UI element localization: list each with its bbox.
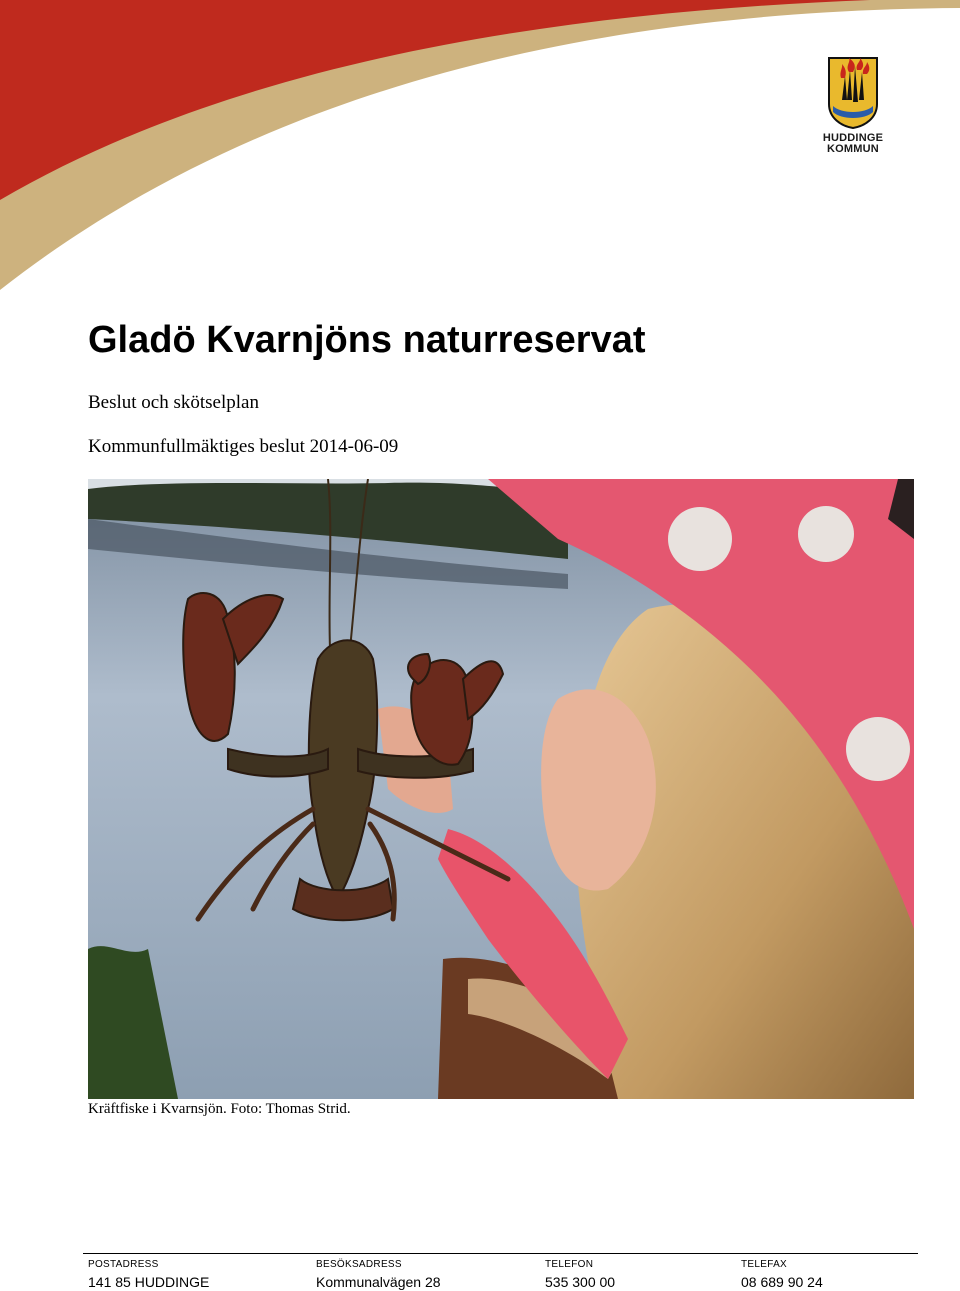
footer-visiting-address [316,1259,441,1291]
cover-photo-illustration [88,479,914,1099]
footer-value-postadress: 141 85 HUDDINGE [88,1274,210,1290]
footer-value-telefax: 08 689 90 24 [741,1274,823,1290]
footer-label-telefax: TELEFAX [741,1259,788,1270]
footer-postal-address [88,1259,209,1291]
footer-telephone [545,1259,615,1291]
document-subtitle: Beslut och skötselplan [88,392,259,413]
decision-date-line: Kommunfullmäktiges beslut 2014-06-09 [88,436,399,457]
footer-label-telefon: TELEFON [545,1259,594,1270]
footer-divider [83,1253,918,1254]
footer-value-telefon: 535 300 00 [545,1274,616,1290]
logo-line-huddinge: HUDDINGE [822,132,884,144]
photo-caption: Kräftfiske i Kvarnsjön. Foto: Thomas Strid. [88,1101,351,1117]
cover-photo [88,479,914,1099]
page-title: Gladö Kvarnjöns naturreservat [88,319,646,361]
huddinge-kommun-logo [817,56,889,155]
corner-banner [0,0,960,300]
logo-text [817,133,889,155]
footer-value-besoksadress: Kommunalvägen 28 [316,1274,441,1290]
footer-label-besoksadress: BESÖKSADRESS [316,1259,402,1270]
logo-line-kommun: KOMMUN [827,143,879,155]
footer-label-postadress: POSTADRESS [88,1259,159,1270]
footer-fax [741,1259,823,1291]
coat-of-arms-icon [827,56,879,130]
